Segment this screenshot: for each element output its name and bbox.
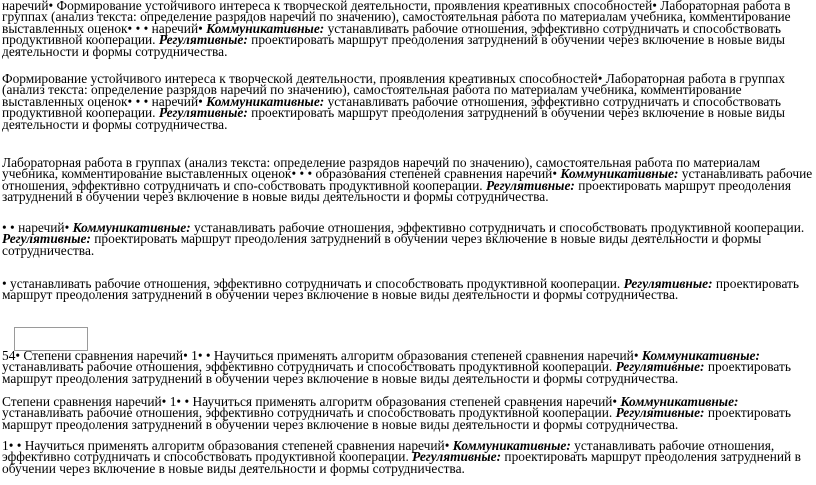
body-text: проектировать маршрут преодоления затруднений в обучении через включение в новые виды деятельности и формы сотрудничества. — [2, 105, 786, 132]
body-text: проектировать маршрут преодоления затруднений в обучении через включение в новые виды деятельности и формы сотрудничества. — [2, 359, 791, 386]
body-text: образования степеней сравнения наречий• — [312, 166, 561, 182]
label-text: Коммуникативные: — [641, 348, 760, 363]
body-text: Формирование устойчивого интереса к творческой деятельности, проявления креативных способностей• Лабораторная работа в группах (анализ текста: определение разрядов наречий по значению), самостоятельная работа по материалам учебника, комментирование выставленных оценок• • • — [2, 71, 785, 109]
body-text: проектировать маршрут преодоления затруднений в обучении через включение в новые виды деятельности и формы сотрудничества. — [2, 231, 762, 258]
body-text: Степени сравнения наречий• 1• • Научиться применять алгоритм образования степеней сравнения наречий• — [2, 394, 621, 409]
label-text: Регулятивные: — [615, 405, 705, 421]
body-text: устанавливать рабочие отношения, эффективно сотрудничать и способствовать продуктивной кооперации. — [2, 438, 775, 465]
text-block-2 — [2, 73, 814, 130]
text-block-7 — [2, 396, 814, 430]
body-text: проектировать маршрут преодоления затруднений в обучении через включение в новые виды деятельности и формы сотрудничества. — [2, 177, 791, 205]
body-text: 1• • Научиться применять алгоритм образования степеней сравнения наречий• — [2, 438, 453, 453]
body-text: устанавливать рабочие отношения, эффективно сотрудничать и способствовать продуктивной кооперации. — [2, 359, 616, 375]
body-text: проектировать маршрут преодоления затруднений в обучении через включение в новые виды деятельности и формы сотрудничества. — [2, 276, 799, 303]
body-text: • — [2, 276, 7, 291]
body-text: • • — [2, 220, 15, 235]
label-text: Регулятивные: — [485, 177, 575, 193]
body-text: проектировать маршрут преодоления затруднений в обучении через включение в новые виды деятельности и формы сотрудничества. — [2, 405, 791, 432]
body-text: устанавливать рабочие отношения, эффективно сотрудничать и способствовать продуктивной кооперации. — [6, 276, 624, 291]
label-text: Регулятивные: — [615, 359, 705, 375]
text-block-1 — [2, 0, 814, 57]
body-text: наречий• — [148, 93, 207, 109]
label-text: Коммуникативные: — [560, 166, 679, 182]
body-text: устанавливать рабочие отношения, эффективно сотрудничать и способствовать продуктивной кооперации. — [190, 220, 805, 235]
label-text: Регулятивные: — [412, 449, 502, 465]
text-block-5 — [2, 278, 814, 301]
label-text: Коммуникативные: — [206, 20, 325, 36]
body-text: проектировать маршрут преодоления затруднений в обучении через включение в новые виды деятельности и формы сотрудничества. — [2, 449, 801, 476]
text-block-4 — [2, 222, 814, 256]
body-text: наречий• — [148, 20, 207, 36]
label-text: Коммуникативные: — [620, 394, 739, 409]
body-text: устанавливать рабочие отношения, эффективно сотрудничать и способствовать продуктивной кооперации. — [2, 93, 781, 121]
label-text: Коммуникативные: — [452, 438, 571, 453]
label-text: Регулятивные: — [158, 105, 248, 121]
body-text: наречий• — [14, 220, 73, 235]
body-text: устанавливать рабочие отношения, эффективно сотрудничать и спо-собствовать продуктивной кооперации. — [2, 166, 813, 193]
text-block-3 — [2, 157, 814, 203]
label-text: Коммуникативные: — [72, 220, 191, 235]
body-text: 54• Степени сравнения наречий• 1• • Научиться применять алгоритм образования степеней сравнения наречий• — [2, 348, 642, 363]
label-text: Коммуникативные: — [206, 93, 325, 109]
body-text: проектировать маршрут преодоления затруднений в обучении через включение в новые виды деятельности и формы сотрудничества. — [2, 32, 786, 59]
body-text: Лабораторная работа в группах (анализ текста: определение разрядов наречий по значению), самостоятельная работа по материалам учебника, комментирование выставленных оценок• • • — [2, 155, 761, 182]
label-text: Регулятивные: — [2, 231, 91, 247]
body-text: устанавливать рабочие отношения, эффективно сотрудничать и способствовать продуктивной кооперации. — [2, 405, 616, 421]
label-text: Регулятивные: — [623, 276, 713, 291]
text-block-6 — [2, 350, 814, 384]
text-block-8 — [2, 440, 814, 474]
body-text: наречий• Формирование устойчивого интереса к творческой деятельности, проявления креативных способностей• Лабораторная работа в группах (анализ текста: определение разрядов наречий по значению), самостоятельная работа по материалам учебника, комментирование выставленных оценок• • • — [2, 0, 791, 36]
body-text: устанавливать рабочие отношения, эффективно сотрудничать и способствовать продуктивной кооперации. — [2, 20, 781, 48]
label-text: Регулятивные: — [158, 32, 248, 48]
